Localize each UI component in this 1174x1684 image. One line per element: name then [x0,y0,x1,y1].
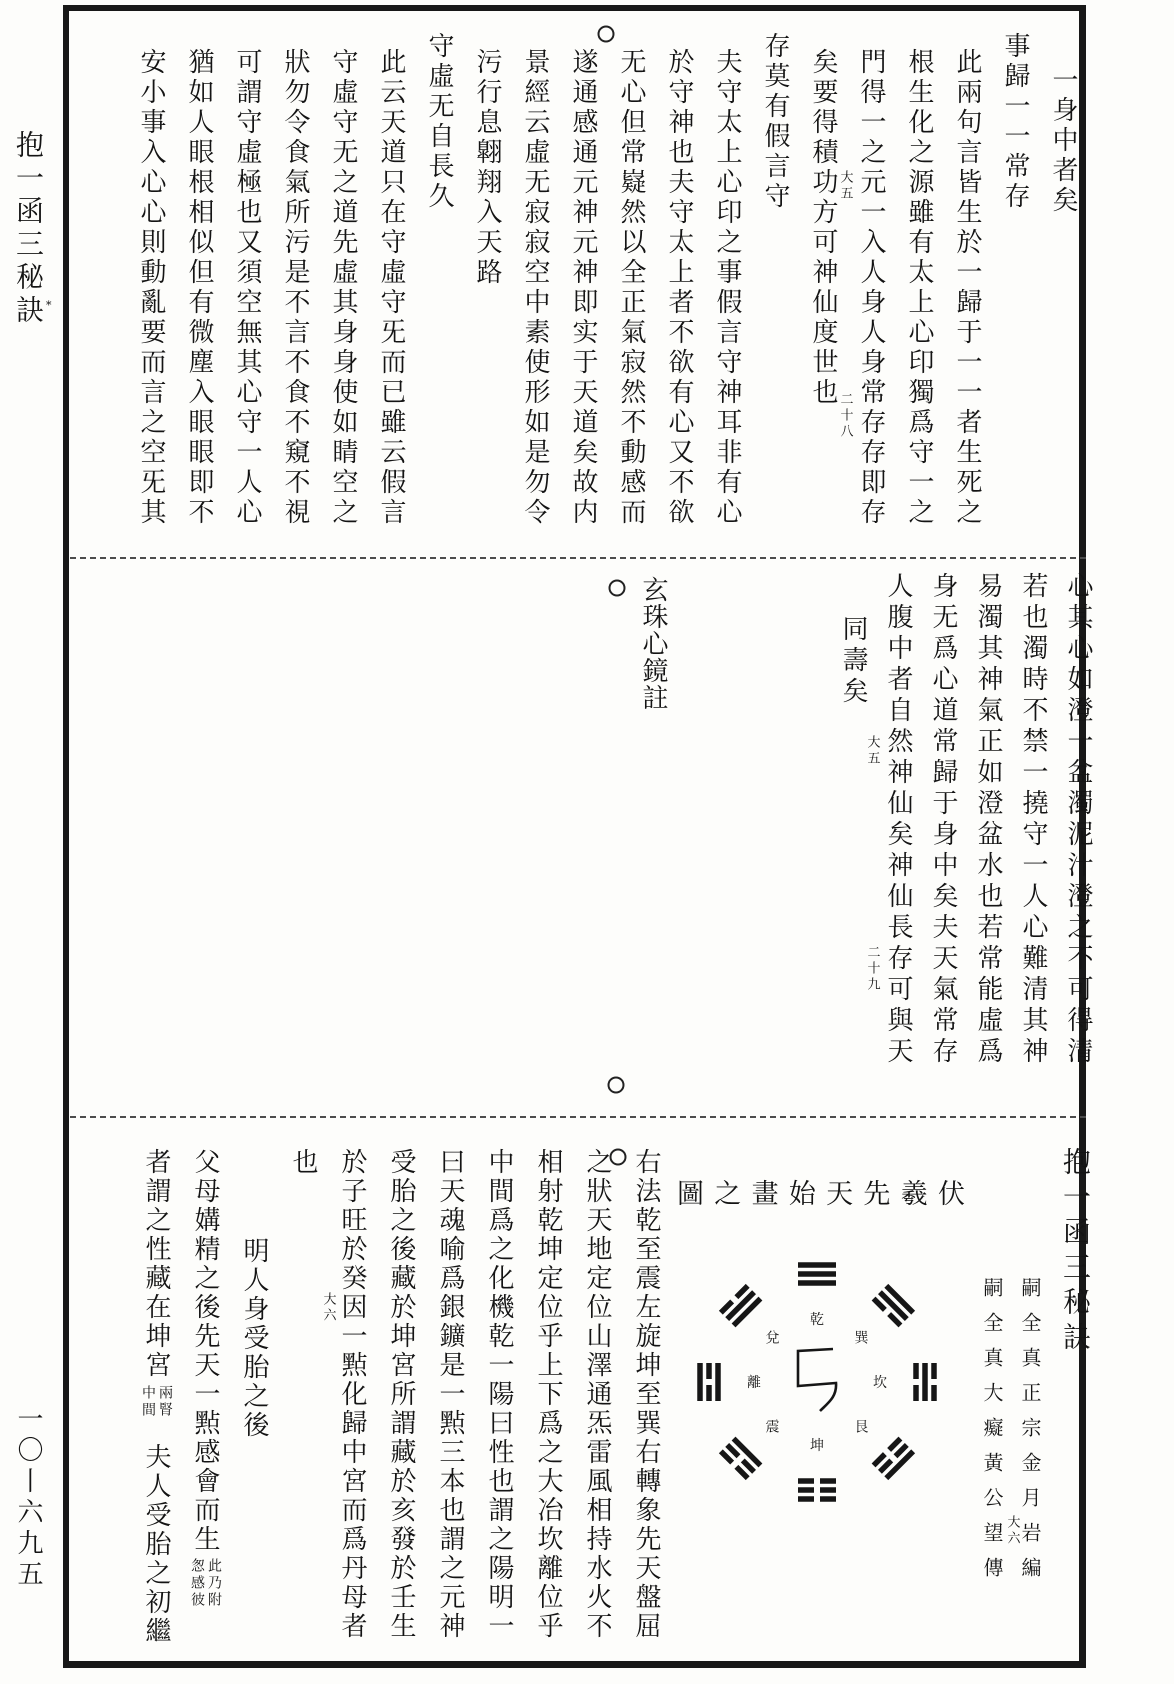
diagram-title-char: 羲 [900,1179,928,1210]
diagram-title-char: 天 [826,1179,854,1210]
trigram-label: 離 [747,1375,761,1391]
ref-annotation: 二十九 [864,945,880,993]
trigram-坤 [798,1478,836,1502]
interlinear-note-column: 怱感彼 [189,1558,205,1609]
ref-annotation: 大五 [864,735,880,767]
margin-book-title: 抱一函三秘訣 [12,130,45,328]
text-column: 此云天道只在守虛守旡而已雖云假言 [376,48,406,528]
text-column: 受胎之後藏於坤宮所謂藏於亥發於壬生 [386,1148,416,1641]
text-column: 猶如人眼根相似但有微塵入眼眼即不 [184,48,214,528]
text-column: 若也濁時不禁一撓守一人心難清其神 [1018,572,1048,1068]
text-column: 心其心如澄一盆濁泥汁澄之不可得清 [1063,572,1093,1068]
text-column: 曰天魂喻爲銀鑛是一㸃三本也謂之元神 [435,1148,465,1641]
text-column: 中間爲之化機乾一陽曰性也謂之陽明一 [484,1148,514,1641]
trigram-震 [719,1437,762,1480]
text-column: 此兩句言皆生於一歸于一一者生死之 [952,48,982,528]
text-column: 者謂之性藏在坤宮 [141,1148,171,1380]
text-column: 之狀天地定位山澤通炁雷風相持水火不 [582,1148,612,1641]
text-column: 於守神也夫守太上者不欲有心又不欲 [664,48,694,528]
ref-annotation: 大六 [1004,1515,1020,1547]
byline-editor: 嗣全真正宗金月岩編 [1018,1277,1042,1592]
page-number: 一〇丨六九五 [13,1405,43,1591]
text-column: 矣要得積功方可神仙度世也 [808,48,838,408]
text-column: 污行息翺翔入天路 [472,48,502,288]
trigram-離 [697,1363,721,1401]
diagram-title-char: 畫 [751,1179,779,1210]
section-circle-marker [608,1077,625,1094]
text-column: 存莫有假言守 [760,32,790,212]
text-column: 无心但常嶷然以全正氣寂然不動感而 [616,48,646,528]
text-column: 一身中者矣 [1048,66,1078,216]
trigram-label: 巽 [854,1330,869,1347]
trigram-乾 [798,1262,836,1286]
text-column: 遂通感通元神元神即实于天道矣故内 [568,48,598,528]
diagram-title-char: 圖 [677,1179,704,1210]
trigram-label: 艮 [854,1419,869,1436]
section-circle-marker [609,580,626,597]
ref-annotation: 大五 [837,170,853,202]
middle-section-heading: 玄珠心鏡註 [638,576,668,711]
trigram-坎 [913,1363,937,1401]
trigram-label: 震 [765,1419,780,1436]
text-column: 門得一之元一入人身人身常存存即存 [856,48,886,528]
diagram-title-char: 先 [863,1179,891,1210]
text-column: 右法乾至震左旋坤至巽右轉象先天盤屈 [631,1148,661,1641]
trigram-巽 [872,1284,915,1327]
text-column: 守虛无自長久 [424,32,454,212]
margin-mark: ⁎ [46,295,52,308]
ref-annotation: 大六 [320,1292,336,1324]
text-column: 安小事入心心則動亂要而言之空旡其 [136,48,166,528]
section-separator-top [70,557,1086,559]
diagram-title [677,1181,965,1208]
fuxi-bagua-diagram [640,1228,1000,1558]
text-column: 明人身受胎之後 [239,1237,269,1440]
text-column: 相射乾坤定位乎上下爲之大冶坎離位乎 [533,1148,563,1641]
diagram-title-char: 始 [788,1179,816,1210]
text-column: 父母媾精之後先天一㸃感會而生 [190,1148,220,1554]
text-column: 狀勿令食氣所污是不言不食不窺不視 [280,48,310,528]
interlinear-note-column: 中間 [140,1385,156,1419]
text-column: 身无爲心道常歸于身中矣夫天氣常存 [928,572,958,1068]
section-circle-marker [598,26,615,43]
trigram-label: 兌 [765,1330,780,1347]
text-column: 於子旺於癸因一㸃化歸中宮而爲丹母者 [337,1148,367,1641]
ref-annotation: 二十八 [837,392,853,440]
text-column: 也 [288,1148,318,1177]
trigram-label: 坎 [873,1375,887,1391]
text-column: 可謂守虛極也又須空無其心守一人心 [232,48,262,528]
interlinear-note-column: 兩腎 [157,1385,173,1419]
text-column: 人腹中者自然神仙矣神仙長存可與天 [883,572,913,1068]
bottom-section-title: 抱一函三秘訣 [1059,1147,1092,1357]
trigram-兌 [719,1284,762,1327]
text-column: 同壽矣 [838,615,868,708]
diagram-title-char: 之 [714,1179,742,1210]
trigram-艮 [872,1437,915,1480]
text-column: 守虛守无之道先虛其身身使如睛空之 [328,48,358,528]
text-column: 夫守太上心印之事假言守神耳非有心 [712,48,742,528]
section-separator-bottom [70,1116,1086,1118]
text-column: 根生化之源雖有太上心印獨爲守一之 [904,48,934,528]
byline-transmitter: 嗣全真大癡黃公望傳 [980,1277,1004,1592]
interlinear-note-column: 此乃附 [206,1558,222,1609]
trigram-label: 乾 [810,1312,824,1328]
text-column: 夫人受胎之初繼 [141,1443,171,1646]
section-circle-marker [610,1149,627,1166]
text-column: 易濁其神氣正如澄盆水也若常能虛爲 [973,572,1003,1068]
text-column: 事歸一一常存 [1000,32,1030,212]
text-column: 景經云虛无寂寂空中素使形如是勿令 [520,48,550,528]
trigram-label: 坤 [810,1438,824,1454]
taiji-curve [798,1349,836,1411]
diagram-title-char: 伏 [937,1179,965,1210]
